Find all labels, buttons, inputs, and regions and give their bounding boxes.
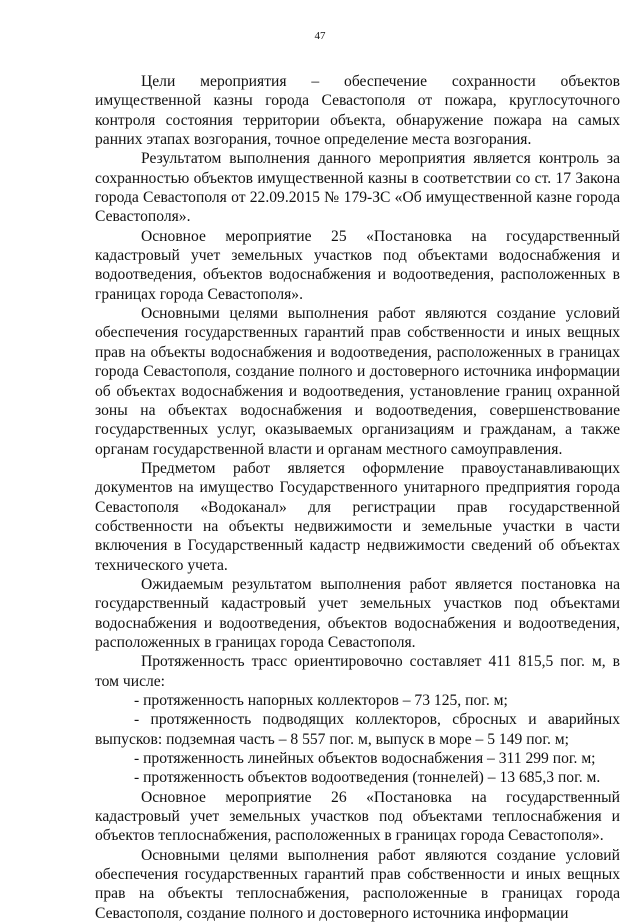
- list-item-1: - протяженность напорных коллекторов – 73 125, пог. м;: [134, 692, 508, 709]
- paragraph-9: Основными целями выполнения работ являются создание условий обеспечения государственных гарантий прав собственности и иных вещных прав на объекты теплоснабжения, расположенные в границах города Севастополя, создание полного и достоверного источника информации: [95, 846, 620, 922]
- page-number: 47: [314, 30, 326, 42]
- paragraph-1: Цели мероприятия – обеспечение сохранности объектов имущественной казны города Севастополя от пожара, круглосуточного контроля состояния территории объекта, обнаружение пожара на самых ранних этапах возгорания, точное определение места возгорания.: [95, 73, 620, 149]
- list-item-4: - протяженность объектов водоотведения (тоннелей) – 13 685,3 пог. м.: [134, 769, 601, 787]
- paragraph-5: Предметом работ является оформление правоустанавливающих документов на имущество Государственного унитарного предприятия города Севастополя «Водоканал» для регистрации прав государственной собственности на объекты недвижимости и земельные участки в части включения в Государственный кадастр недвижимости сведений об объектах технического учета.: [95, 459, 620, 574]
- list-item-2: - протяженность подводящих коллекторов, сбросных и аварийных выпусков: подземная часть – 8 557 пог. м, выпуск в море – 5 149 пог. м;: [95, 711, 620, 748]
- paragraph-6: Ожидаемым результатом выполнения работ является постановка на государственный кадастровый учет земельных участков под объектами водоснабжения и водоотведения, объектов водоснабжения и водоотведения, расположенных в границах города Севастополя.: [95, 575, 620, 651]
- paragraph-8: Основное мероприятие 26 «Постановка на государственный кадастровый учет земельных участков под объектами теплоснабжения и объектов теплоснабжения, расположенных в границах города Севастополя».: [95, 788, 620, 845]
- list-item-3: - протяженность линейных объектов водоснабжения – 311 299 пог. м;: [134, 750, 596, 768]
- paragraph-7: Протяженность трасс ориентировочно составляет 411 815,5 пог. м, в том числе:: [95, 653, 620, 690]
- paragraph-3: Основное мероприятие 25 «Постановка на государственный кадастровый учет земельных участков под объектами водоснабжения и водоотведения, объектов водоснабжения и водоотведения, расположенных в границах города Севастополя».: [95, 227, 620, 303]
- paragraph-2: Результатом выполнения данного мероприятия является контроль за сохранностью объектов имущественной казны в соответствии со ст. 17 Закона города Севастополя от 22.09.2015 № 179-ЗС «Об имущественной казне города Севастополя».: [95, 150, 620, 226]
- document-body: [95, 72, 620, 923]
- paragraph-4: Основными целями выполнения работ являются создание условий обеспечения государственных гарантий прав собственности и иных вещных прав на объекты водоснабжения и водоотведения, расположенных в границах города Севастополя, создание полного и достоверного источника информации об объектах водоснабжения и водоотведения, установление границ охранной зоны на объектах водоснабжения и водоотведения, совершенствование государственных услуг, оказываемых организациям и гражданам, а также органам государственной власти и органам местного самоуправления.: [95, 305, 620, 458]
